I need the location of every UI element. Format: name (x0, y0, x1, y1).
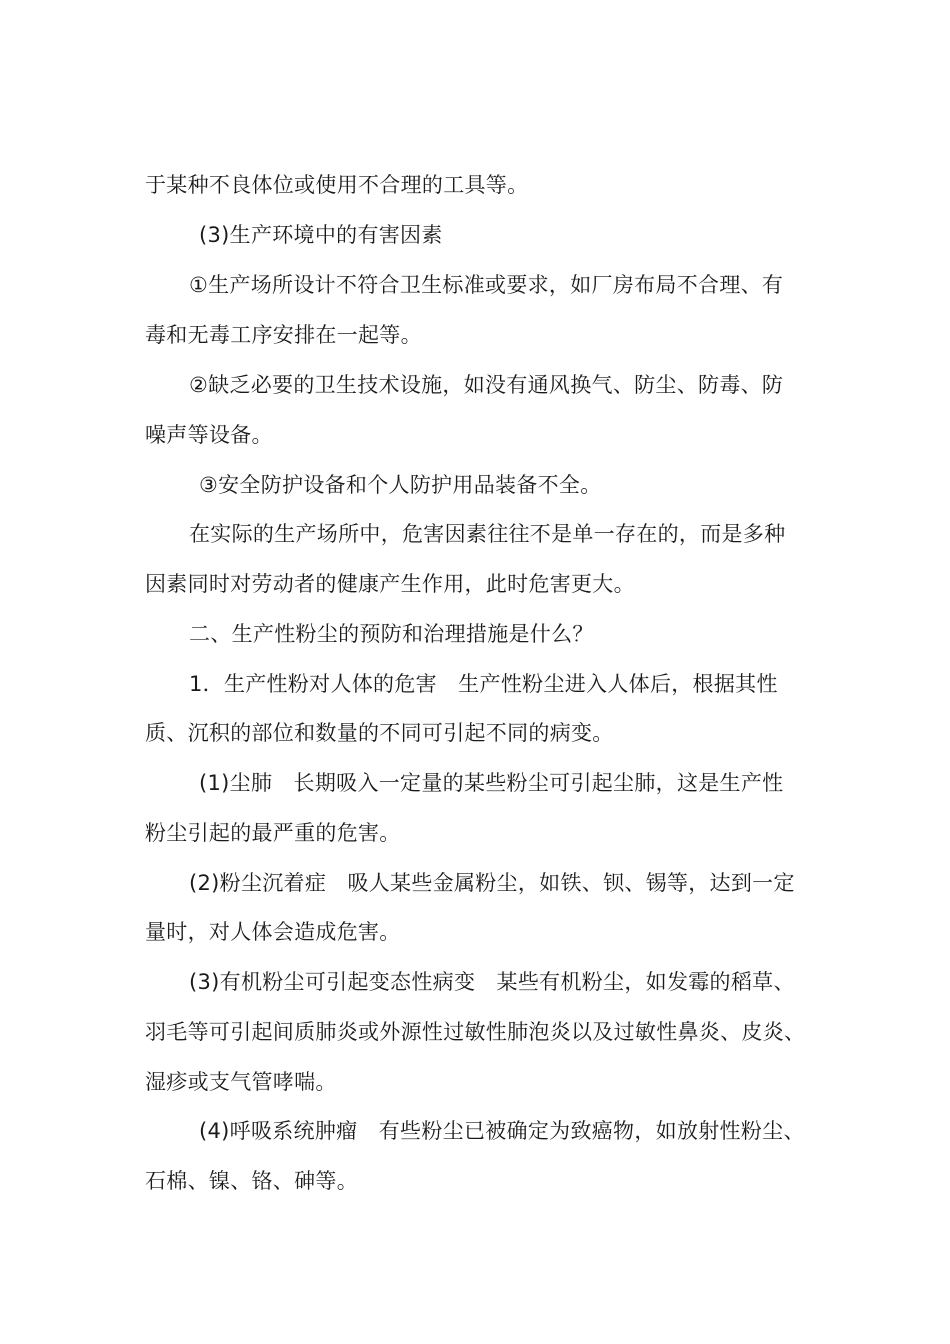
text-line: 羽毛等可引起间质肺炎或外源性过敏性肺泡炎以及过敏性鼻炎、皮炎、 (145, 1020, 806, 1044)
text-line: 量时，对人体会造成危害。 (145, 920, 401, 944)
text-line: 石棉、镍、铬、砷等。 (145, 1169, 358, 1193)
text-line: 毒和无毒工序安排在一起等。 (145, 323, 422, 347)
text-line: (3)有机粉尘可引起变态性病变 某些有机粉尘，如发霉的稻草、 (189, 970, 795, 994)
text-line: (1)尘肺 长期吸入一定量的某些粉尘可引起尘肺，这是生产性 (199, 771, 784, 795)
text-line: (4)呼吸系统肿瘤 有些粉尘已被确定为致癌物，如放射性粉尘、 (199, 1119, 805, 1143)
text-line: ③安全防护设备和个人防护用品装备不全。 (199, 473, 602, 497)
text-line: 1．生产性粉对人体的危害 生产性粉尘进入人体后，根据其性 (189, 672, 778, 696)
text-line: ①生产场所设计不符合卫生标准或要求，如厂房布局不合理、有 (189, 273, 784, 297)
text-line: 质、沉积的部位和数量的不同可引起不同的病变。 (145, 721, 614, 745)
text-line: 噪声等设备。 (145, 423, 273, 447)
text-line: ②缺乏必要的卫生技术设施，如没有通风换气、防尘、防毒、防 (189, 373, 784, 397)
text-line: 因素同时对劳动者的健康产生作用，此时危害更大。 (145, 572, 635, 596)
text-line: (2)粉尘沉着症 吸人某些金属粉尘，如铁、钡、锡等，达到一定 (189, 871, 795, 895)
text-line: 于某种不良体位或使用不合理的工具等。 (145, 173, 529, 197)
text-line: 湿疹或支气管哮喘。 (145, 1070, 337, 1094)
text-line: 在实际的生产场所中，危害因素往往不是单一存在的，而是多种 (189, 522, 786, 546)
section-heading: 二、生产性粉尘的预防和治理措施是什么？ (189, 622, 594, 646)
section-heading: (3)生产环境中的有害因素 (199, 223, 443, 247)
text-line: 粉尘引起的最严重的危害。 (145, 821, 401, 845)
